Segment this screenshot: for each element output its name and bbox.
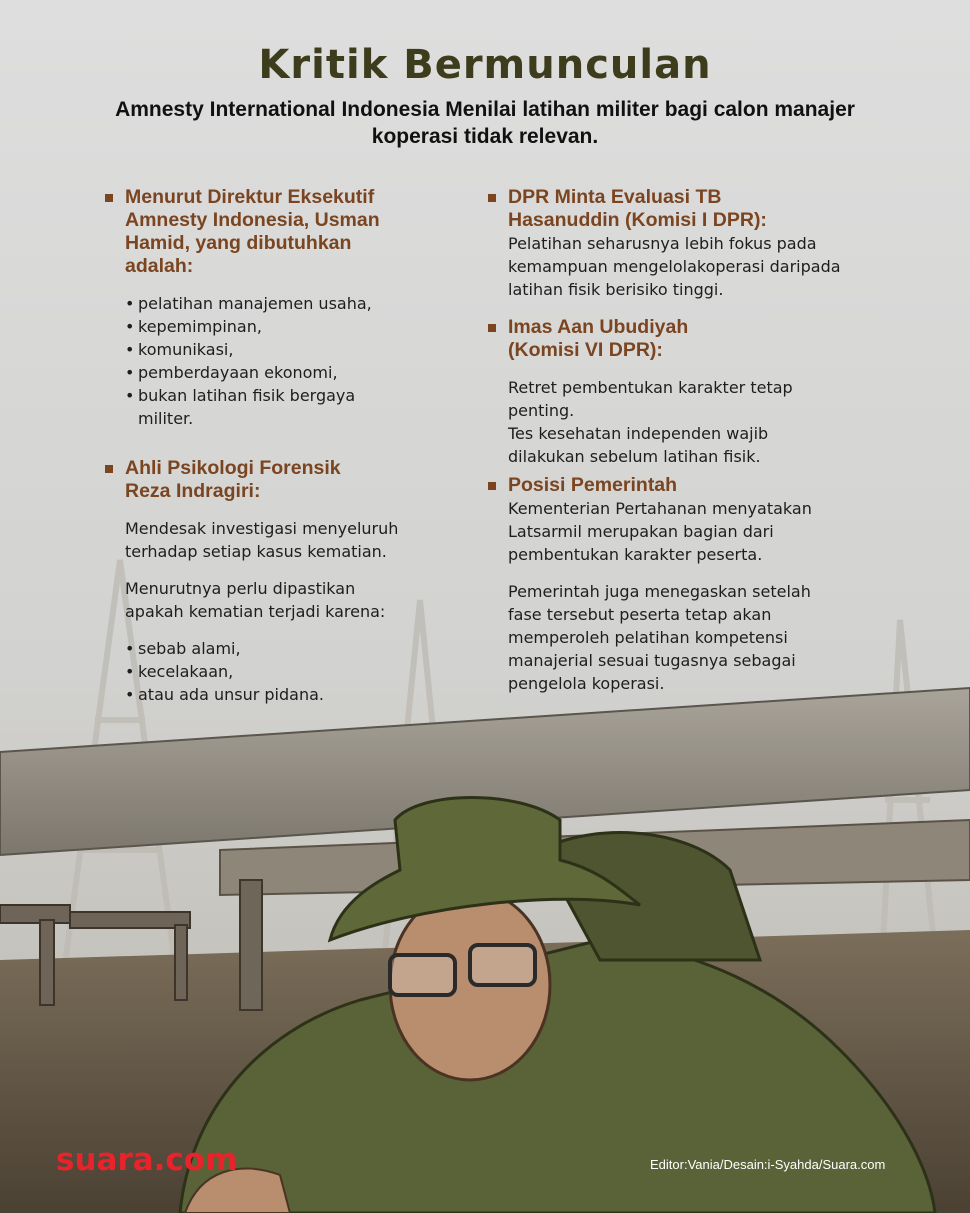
suara-logo: suara.com bbox=[56, 1142, 238, 1178]
section-heading: Posisi Pemerintah bbox=[488, 474, 808, 497]
list-item: • kecelakaan, bbox=[125, 660, 405, 683]
section-heading: Menurut Direktur Eksekutif Amnesty Indonesia, Usman Hamid, yang dibutuhkan adalah: bbox=[105, 186, 390, 278]
section-heading: Ahli Psikologi Forensik Reza Indragiri: bbox=[105, 457, 385, 503]
section-paragraph: Menurutnya perlu dipastikan apakah kematian terjadi karena: bbox=[125, 579, 386, 621]
page-subtitle: Amnesty International Indonesia Menilai latihan militer bagi calon manajer koperasi tidak relevan. bbox=[115, 98, 855, 148]
section-paragraph: Kementerian Pertahanan menyatakan Latsarmil merupakan bagian dari pembentukan karakter peserta. bbox=[508, 499, 812, 564]
list-item: • bukan latihan fisik bergaya militer. bbox=[125, 384, 368, 430]
page-title: Kritik Bermunculan bbox=[258, 42, 712, 88]
section-paragraph: Mendesak investigasi menyeluruh terhadap setiap kasus kematian. bbox=[125, 519, 399, 561]
section-paragraph: Pelatihan seharusnya lebih fokus pada kemampuan mengelolakoperasi daripada latihan fisik berisiko tinggi. bbox=[508, 234, 841, 299]
left-section-psikologi bbox=[105, 457, 425, 706]
list-item: • sebab alami, bbox=[125, 637, 405, 660]
section-paragraph: Retret pembentukan karakter tetap penting. bbox=[508, 378, 793, 420]
credit-text: Editor:Vania/Desain:i-Syahda/Suara.com bbox=[650, 1157, 886, 1172]
left-section-amnesty bbox=[105, 186, 415, 430]
needs-list bbox=[125, 292, 405, 430]
right-section-dpr bbox=[488, 186, 848, 301]
list-item: • komunikasi, bbox=[125, 338, 405, 361]
list-item: • kepemimpinan, bbox=[125, 315, 405, 338]
section-heading: DPR Minta Evaluasi TB Hasanuddin (Komisi I DPR): bbox=[488, 186, 828, 232]
section-paragraph: Tes kesehatan independen wajib dilakukan sebelum latihan fisik. bbox=[508, 424, 769, 466]
list-item: • pemberdayaan ekonomi, bbox=[125, 361, 405, 384]
section-heading: Imas Aan Ubudiyah (Komisi VI DPR): bbox=[488, 316, 748, 362]
section-paragraph: Pemerintah juga menegaskan setelah fase tersebut peserta tetap akan memperoleh pelatihan kompetensi manajerial sesuai tugasnya sebagai pengelola koperasi. bbox=[508, 582, 811, 693]
list-item: • atau ada unsur pidana. bbox=[125, 683, 405, 706]
right-section-imas bbox=[488, 316, 848, 468]
cause-list bbox=[125, 637, 405, 706]
list-item: • pelatihan manajemen usaha, bbox=[125, 292, 405, 315]
right-section-pemerintah bbox=[488, 474, 848, 695]
